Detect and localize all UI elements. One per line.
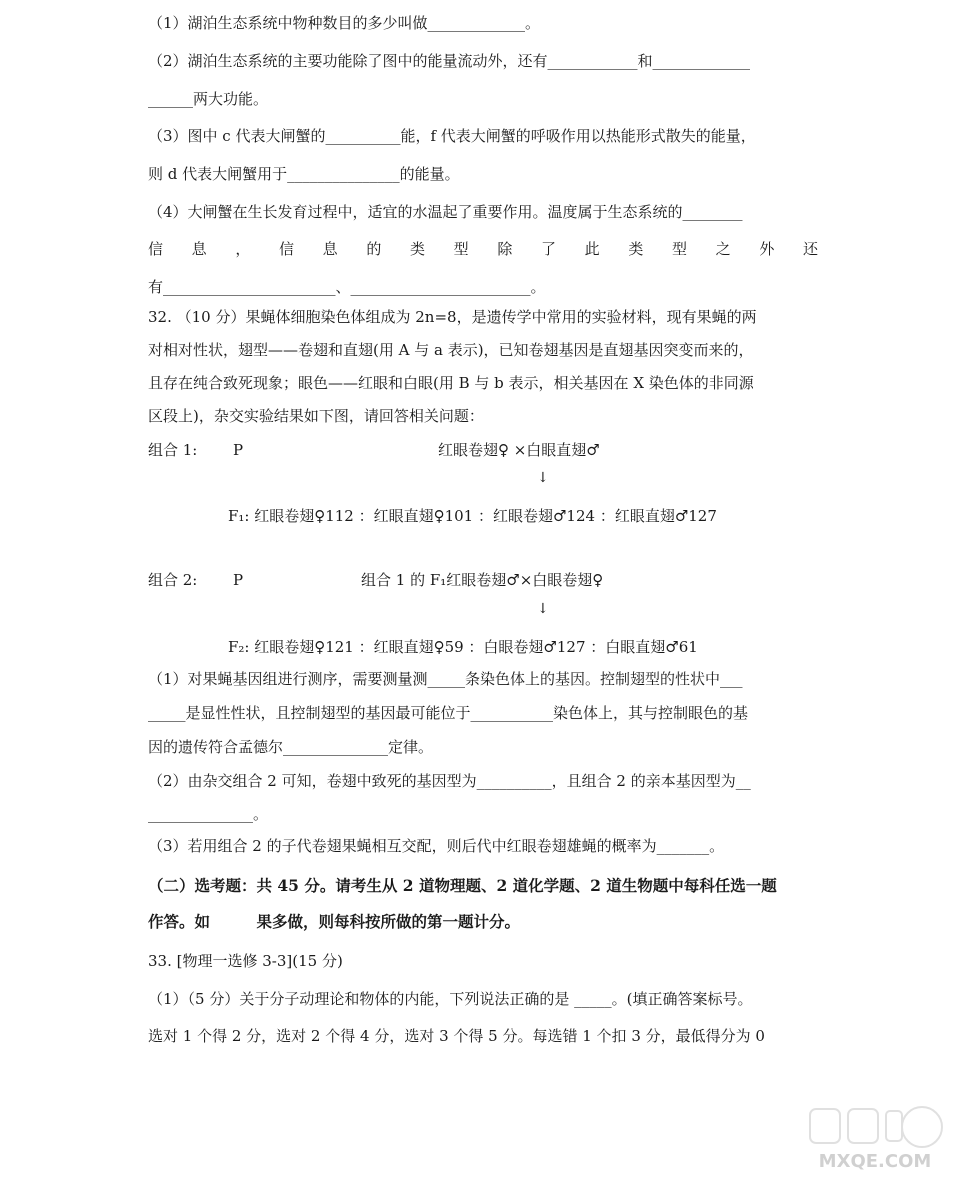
cross1-p: P — [233, 441, 244, 459]
q31-part3: （3）图中 c 代表大闸蟹的__________能，f 代表大闸蟹的呼吸作用以热能形式散失的能量， — [148, 127, 756, 145]
cross1-f1: F₁: 红眼卷翅♀112 ：红眼直翅♀101 ：红眼卷翅♂124 ：红眼直翅♂127 — [228, 507, 717, 525]
q33-part1-cont: 选对 1 个得 2 分，选对 2 个得 4 分，选对 3 个得 5 分。每选错 1 个扣 3 分，最低得分为 0 — [148, 1027, 765, 1045]
q32-part2-cont: ______________。 — [148, 805, 269, 823]
q31-part1: （1）湖泊生态系统中物种数目的多少叫做_____________。 — [148, 14, 541, 32]
q32-intro-4: 区段上)，杂交实验结果如下图，请回答相关问题： — [148, 407, 484, 425]
q33-title: 33. [物理一选修 3-3](15 分) — [148, 952, 343, 970]
q31-part4-cont2: 有_______________________、________________________。 — [148, 278, 546, 296]
q31-part4: （4）大闸蟹在生长发育过程中，适宜的水温起了重要作用。温度属于生态系统的________ — [148, 203, 743, 221]
q32-part1: （1）对果蝇基因组进行测序，需要测量测_____条染色体上的基因。控制翅型的性状中___ — [148, 670, 743, 688]
q31-part2: （2）湖泊生态系统的主要功能除了图中的能量流动外，还有____________和_____________ — [148, 52, 751, 70]
cross1-label: 组合 1: — [148, 441, 198, 459]
q32-part1-cont: _____是显性性状，且控制翅型的基因最可能位于___________染色体上，其与控制眼色的基 — [148, 704, 749, 722]
cross2-parents: 组合 1 的 F₁红眼卷翅♂×白眼卷翅♀ — [361, 571, 604, 589]
watermark-text: MXQE.COM — [818, 1151, 932, 1172]
watermark-logo — [800, 1103, 950, 1173]
cross2-arrow-icon: ↓ — [537, 601, 549, 617]
cross2-label: 组合 2: — [148, 571, 198, 589]
cross2-f2: F₂: 红眼卷翅♀121 ：红眼直翅♀59 ：白眼卷翅♂127 ：白眼直翅♂61 — [228, 638, 698, 656]
cross1-arrow-icon: ↓ — [537, 470, 549, 486]
q32-intro-2: 对相对性状，翅型——卷翅和直翅(用 A 与 a 表示)，已知卷翅基因是直翅基因突变而来的， — [148, 341, 754, 359]
q32-part2: （2）由杂交组合 2 可知，卷翅中致死的基因型为__________，且组合 2 的亲本基因型为__ — [148, 772, 751, 790]
q31-part2-cont: ______两大功能。 — [148, 90, 269, 108]
q32-intro: 32. （10 分）果蝇体细胞染色体组成为 2n=8，是遗传学中常用的实验材料，现有果蝇的两 — [148, 308, 757, 326]
q31-part4-cont: 信 息 ， 信 息 的 类 型 除 了 此 类 型 之 外 还 — [148, 240, 818, 258]
section-heading: （二）选考题：共 45 分。请考生从 2 道物理题、2 道化学题、2 道生物题中每科任选一题 — [148, 876, 777, 895]
q31-part3-cont: 则 d 代表大闸蟹用于_______________的能量。 — [148, 165, 460, 183]
q33-part1: （1）（5 分）关于分子动理论和物体的内能，下列说法正确的是 _____。(填正确答案标号。 — [148, 990, 753, 1008]
cross2-p: P — [233, 571, 244, 589]
q32-part1-cont2: 因的遗传符合孟德尔______________定律。 — [148, 738, 434, 756]
cross1-parents: 红眼卷翅♀ ×白眼直翅♂ — [438, 441, 600, 459]
q32-part3: （3）若用组合 2 的子代卷翅果蝇相互交配，则后代中红眼卷翅雄蝇的概率为_______。 — [148, 837, 725, 855]
q32-intro-3: 且存在纯合致死现象；眼色——红眼和白眼(用 B 与 b 表示，相关基因在 X 染色体的非同源 — [148, 374, 754, 392]
section-heading-cont: 作答。如 果多做，则每科按所做的第一题计分。 — [148, 912, 521, 931]
